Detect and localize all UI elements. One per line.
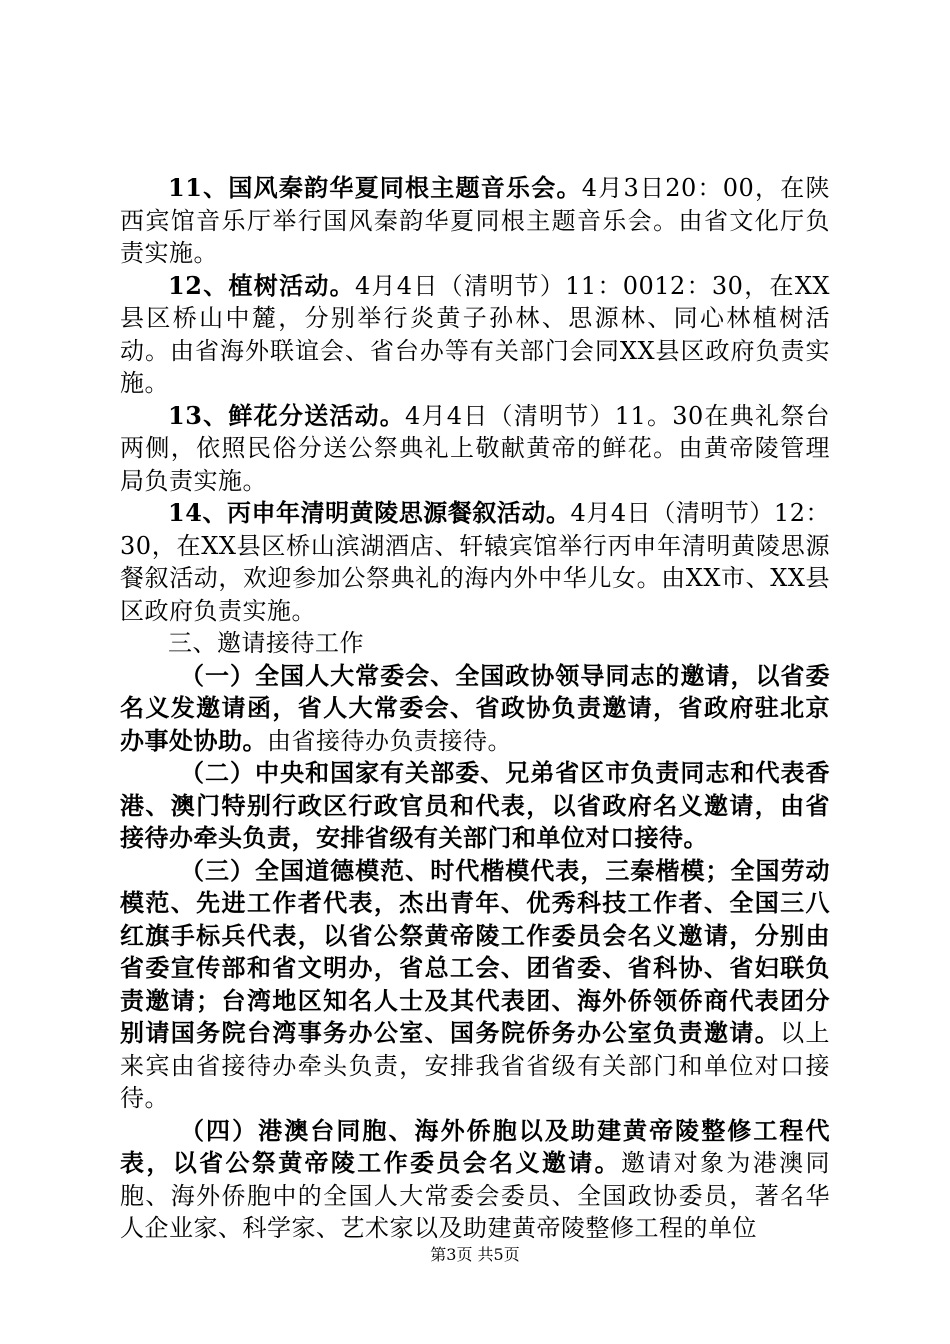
paragraph-heading: （二）中央和国家有关部委、兄弟省区市负责同志和代表香港、澳门特别行政区行政官员和代表，以省政府名义邀请，由省接待办牵头负责，安排省级有关部门和单位对口接待。 <box>120 758 830 852</box>
paragraph-heading: 11、国风秦韵华夏同根主题音乐会。 <box>168 173 582 202</box>
section-title: 三、邀请接待工作 <box>168 629 364 657</box>
paragraph-text: 邀请对象为港澳同胞、海外侨胞中的全国人大常委会委员、全国政协委员，著名华人企业家、科学家、艺术家以及助建黄帝陵整修工程的单位 <box>120 1149 831 1242</box>
paragraph-heading: （四）港澳台同胞、海外侨胞以及助建黄帝陵整修工程代表，以省公祭黄帝陵工作委员会名义邀请。 <box>120 1115 830 1177</box>
section-heading <box>120 627 830 660</box>
paragraph-invitation-4 <box>120 1115 830 1245</box>
paragraph-heading: （一）全国人大常委会、全国政协领导同志的邀请，以省委名义发邀请函，省人大常委会、省政协负责邀请，省政府驻北京办事处协助。 <box>120 660 830 755</box>
document-body <box>120 172 830 1245</box>
page-number: 第3页 共5页 <box>430 1245 520 1264</box>
paragraph-item-13 <box>120 400 830 498</box>
paragraph-item-11 <box>120 172 830 270</box>
paragraph-heading: 13、鲜花分送活动。 <box>168 400 406 430</box>
paragraph-text: 4月3日20：00，在陕西宾馆音乐厅举行国风秦韵华夏同根主题音乐会。由省文化厅负责实施。 <box>120 174 830 267</box>
paragraph-invitation-2 <box>120 757 830 855</box>
paragraph-text: 4月4日（清明节）11：0012：30，在XX县区桥山中麓，分别举行炎黄子孙林、思源林、同心林植树活动。由省海外联谊会、省台办等有关部门会同XX县区政府负责实施。 <box>120 271 830 397</box>
paragraph-item-12 <box>120 270 830 400</box>
paragraph-item-14 <box>120 497 830 627</box>
paragraph-text: 以上来宾由省接待办牵头负责，安排我省省级有关部门和单位对口接待。 <box>120 1019 830 1112</box>
paragraph-heading: 14、丙申年清明黄陵思源餐叙活动。 <box>168 498 571 527</box>
paragraph-heading: 12、植树活动。 <box>168 270 355 300</box>
paragraph-invitation-3 <box>120 855 830 1115</box>
paragraph-text: 4月4日（清明节）12：30，在XX县区桥山滨湖酒店、轩辕宾馆举行丙申年清明黄陵思源餐叙活动，欢迎参加公祭典礼的海内外中华儿女。由XX市、XX县区政府负责实施。 <box>120 499 830 625</box>
paragraph-invitation-1 <box>120 660 830 758</box>
page-footer <box>0 1242 950 1265</box>
paragraph-heading: （三）全国道德模范、时代楷模代表，三秦楷模；全国劳动模范、先进工作者代表，杰出青年、优秀科技工作者、全国三八红旗手标兵代表，以省公祭黄帝陵工作委员会名义邀请，分别由省委宣传部和省文明办，省总工会、团省委、省科协、省妇联负责邀请；台湾地区知名人士及其代表团、海外侨领侨商代表团分别请国务院台湾事务办公室、国务院侨务办公室负责邀请。 <box>120 855 830 1047</box>
paragraph-text: 由省接待办负责接待。 <box>267 726 512 755</box>
paragraph-text: 4月4日（清明节）11。30在典礼祭台两侧，依照民俗分送公祭典礼上敬献黄帝的鲜花。由黄帝陵管理局负责实施。 <box>120 401 830 495</box>
